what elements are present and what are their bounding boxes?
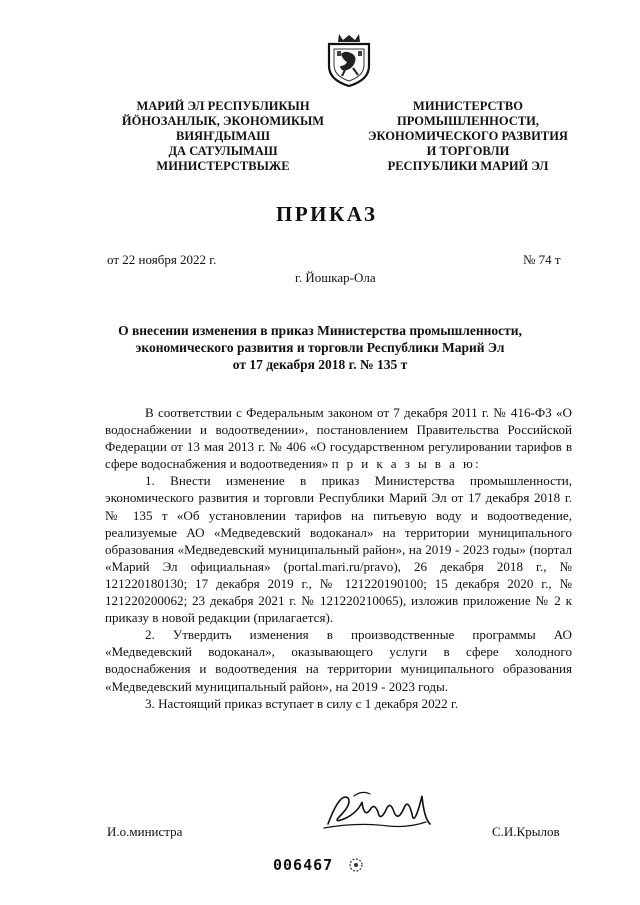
serial-number-stamp: 006467: [273, 856, 334, 874]
header-left-line: ДА САТУЛЫМАШ: [168, 144, 278, 158]
stamp-mark-icon: [348, 857, 364, 873]
document-subject: [70, 322, 570, 373]
document-body: [105, 404, 572, 712]
preamble-text: В соответствии с Федеральным законом от 7 декабря 2011 г. № 416-ФЗ «О водоснабжении и водоотведении», постановлением Правительства Российской Федерации от 13 мая 2013 г. № 406 «О государственном регулировании тарифов в сфере водоснабжения и водоотведения»: [105, 405, 572, 472]
document-city: г. Йошкар-Ола: [295, 270, 376, 285]
order-item-3: 3. Настоящий приказ вступает в силу с 1 декабря 2022 г.: [145, 695, 459, 711]
header-left-line: ЙÖНОЗАНЛЫК, ЭКОНОМИКЫМ: [121, 114, 325, 128]
signatory-position: И.о.министра: [107, 824, 183, 839]
order-word: п р и к а з ы в а ю:: [331, 456, 482, 472]
header-left-line: МАРИЙ ЭЛ РЕСПУБЛИКЫН: [136, 99, 310, 113]
signatory-name: С.И.Крылов: [492, 824, 560, 839]
header-right-line: И ТОРГОВЛИ: [426, 144, 510, 158]
subject-line: экономического развития и торговли Республики Марий Эл: [135, 340, 505, 355]
order-item-1: 1. Внести изменение в приказ Министерства промышленности, экономического развития и торговли Республики Марий Эл от 17 декабря 2018 г. № 135 т «Об установлении тарифов на питьевую воду и водоотведение, реализуемые АО «Медведевский водоканал» на территории муниципального образования «Медведевский муниципальный район», на 2019 - 2023 годы» (портал «Марий Эл официальная» (portal.mari.ru/pravo), 26 декабря 2018 г., № 121220180130; 17 декабря 2019 г., № 121220190100; 15 декабря 2020 г., № 121220200062; 23 декабря 2021 г. № 121220210065), изложив приложение № 2 к приказу в новой редакции (прилагается).: [105, 473, 572, 626]
header-right-line: МИНИСТЕРСТВО: [413, 99, 523, 113]
subject-line: от 17 декабря 2018 г. № 135 т: [232, 357, 408, 372]
order-item-2: 2. Утвердить изменения в производственные программы АО «Медведевский водоканал», оказывающего услуги в сфере холодного водоснабжения и водоотведения на территории муниципального образования «Медведевский муниципальный район», на 2019 - 2023 годы.: [105, 627, 572, 694]
document-date: от 22 ноября 2022 г.: [107, 252, 217, 267]
header-left-line: МИНИСТЕРСТВЫЖЕ: [156, 159, 290, 173]
coat-of-arms-emblem: [325, 32, 373, 88]
subject-line: О внесении изменения в приказ Министерства промышленности,: [118, 323, 522, 338]
document-title: ПРИКАЗ: [276, 202, 378, 226]
header-right-line: РЕСПУБЛИКИ МАРИЙ ЭЛ: [387, 159, 549, 173]
handwritten-signature: [318, 788, 436, 838]
preamble-paragraph: [105, 404, 572, 472]
header-right-block: [358, 99, 578, 174]
header-left-block: [118, 99, 328, 174]
document-number: № 74 т: [523, 252, 561, 267]
header-right-line: ПРОМЫШЛЕННОСТИ,: [397, 114, 539, 128]
header-left-line: ВИЯҤДЫМАШ: [175, 129, 271, 143]
header-right-line: ЭКОНОМИЧЕСКОГО РАЗВИТИЯ: [368, 129, 568, 143]
